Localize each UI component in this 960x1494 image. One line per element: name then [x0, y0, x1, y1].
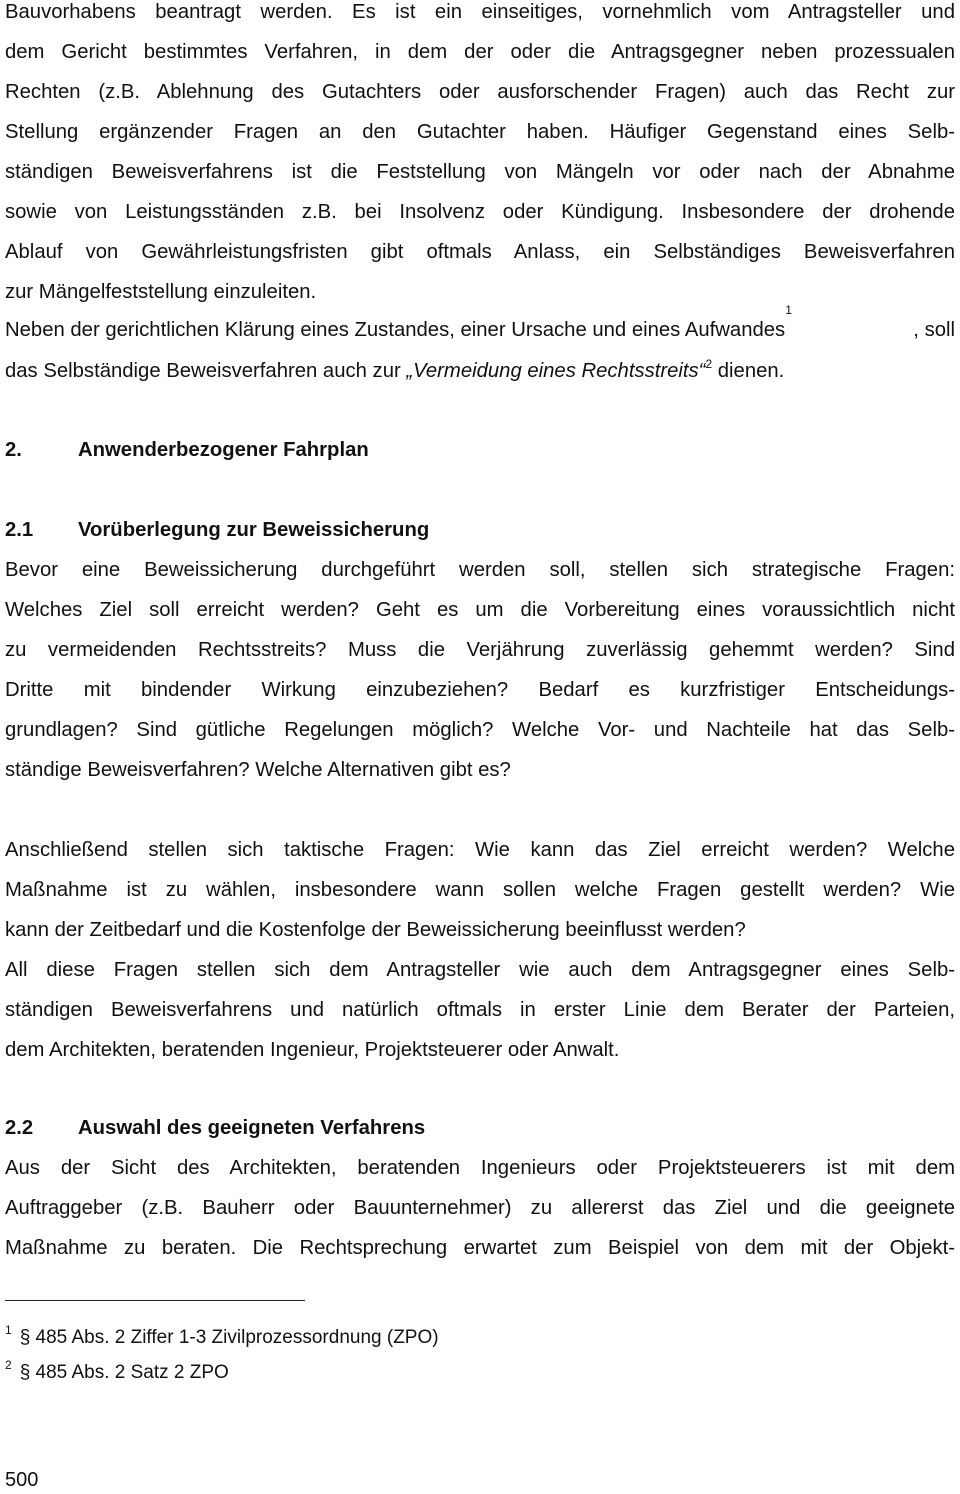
- body-text-line: kann der Zeitbedarf und die Kostenfolge der Beweissicherung beeinflusst werden?: [5, 919, 746, 941]
- page-number: 500: [5, 1469, 39, 1491]
- footnote-ref[interactable]: 2: [705, 357, 713, 371]
- body-text-line: dem Architekten, beratenden Ingenieur, Projektsteuerer oder Anwalt.: [5, 1039, 620, 1061]
- text-segment: , soll: [913, 319, 955, 341]
- body-text-line: Maßnahme zu beraten. Die Rechtsprechung erwartet zum Beispiel von dem mit der Objekt-: [5, 1237, 955, 1259]
- body-text-line: Bevor eine Beweissicherung durchgeführt werden soll, stellen sich strategische Fragen:: [5, 559, 955, 581]
- heading-number: 2.: [5, 439, 22, 461]
- heading-title: Anwenderbezogener Fahrplan: [78, 439, 369, 461]
- section-heading: [5, 510, 955, 550]
- body-text-line: [5, 303, 955, 350]
- heading-title: Auswahl des geeigneten Verfahrens: [78, 1117, 426, 1139]
- text-segment: das Selbständige Beweisverfahren auch zur: [5, 360, 407, 382]
- footnote-ref[interactable]: 1: [785, 303, 792, 317]
- body-text-line: zu vermeidenden Rechtsstreits? Muss die Verjährung zuverlässig gehemmt werden? Sind: [5, 639, 955, 661]
- text-segment: dienen.: [712, 360, 785, 382]
- body-text-line: ständigen Beweisverfahrens und natürlich oftmals in erster Linie dem Berater der Parteien,: [5, 999, 955, 1021]
- body-text-line: Stellung ergänzender Fragen an den Gutachter haben. Häufiger Gegenstand eines Selb-: [5, 121, 955, 143]
- body-text-line: Anschließend stellen sich taktische Fragen: Wie kann das Ziel erreicht werden? Welche: [5, 839, 955, 861]
- section-heading: [5, 430, 955, 470]
- footnote-mark: 1: [5, 1323, 12, 1337]
- body-text-line: Auftraggeber (z.B. Bauherr oder Bauunternehmer) zu allererst das Ziel und die geeignete: [5, 1197, 955, 1219]
- body-text-line: Maßnahme ist zu wählen, insbesondere wann sollen welche Fragen gestellt werden? Wie: [5, 879, 955, 901]
- heading-number: 2.2: [5, 1117, 34, 1139]
- body-text-line: Ablauf von Gewährleistungsfristen gibt oftmals Anlass, ein Selbständiges Beweisverfahren: [5, 241, 955, 263]
- footnote-text: § 485 Abs. 2 Satz 2 ZPO: [19, 1362, 229, 1383]
- body-text-line: [5, 351, 955, 391]
- body-text-line: Welches Ziel soll erreicht werden? Geht es um die Vorbereitung eines voraussichtlich nicht: [5, 599, 955, 621]
- body-text-line: Dritte mit bindender Wirkung einzubeziehen? Bedarf es kurzfristiger Entscheidungs-: [5, 679, 955, 701]
- quoted-phrase: „Vermeidung eines Rechtsstreits“: [406, 360, 706, 382]
- body-text-line: Bauvorhabens beantragt werden. Es ist ein einseitiges, vornehmlich vom Antragsteller und: [5, 1, 955, 23]
- body-text-line: Aus der Sicht des Architekten, beratenden Ingenieurs oder Projektsteuerers ist mit dem: [5, 1157, 955, 1179]
- body-text-line: dem Gericht bestimmtes Verfahren, in dem der oder die Antragsgegner neben prozessualen: [5, 41, 955, 63]
- heading-number: 2.1: [5, 519, 34, 541]
- footnote-separator: [5, 1300, 305, 1301]
- section-heading: [5, 1108, 955, 1148]
- footnote-mark: 2: [5, 1358, 12, 1372]
- footnote: [5, 1323, 439, 1353]
- footnote: [5, 1358, 229, 1388]
- footnote-text: § 485 Abs. 2 Ziffer 1-3 Zivilprozessordnung (ZPO): [19, 1327, 439, 1348]
- body-text-line: zur Mängelfeststellung einzuleiten.: [5, 281, 317, 303]
- body-text-line: grundlagen? Sind gütliche Regelungen möglich? Welche Vor- und Nachteile hat das Selb-: [5, 719, 955, 741]
- body-text-line: ständigen Beweisverfahrens ist die Feststellung von Mängeln vor oder nach der Abnahme: [5, 161, 955, 183]
- heading-title: Vorüberlegung zur Beweissicherung: [78, 519, 430, 541]
- body-text-line: sowie von Leistungsständen z.B. bei Insolvenz oder Kündigung. Insbesondere der drohende: [5, 201, 955, 223]
- body-text-line: Rechten (z.B. Ablehnung des Gutachters oder ausforschender Fragen) auch das Recht zur: [5, 81, 955, 103]
- body-text-line: All diese Fragen stellen sich dem Antragsteller wie auch dem Antragsgegner eines Selb-: [5, 959, 955, 981]
- body-text-line: ständige Beweisverfahren? Welche Alternativen gibt es?: [5, 759, 511, 781]
- text-segment: Neben der gerichtlichen Klärung eines Zustandes, einer Ursache und eines Aufwandes: [5, 319, 786, 341]
